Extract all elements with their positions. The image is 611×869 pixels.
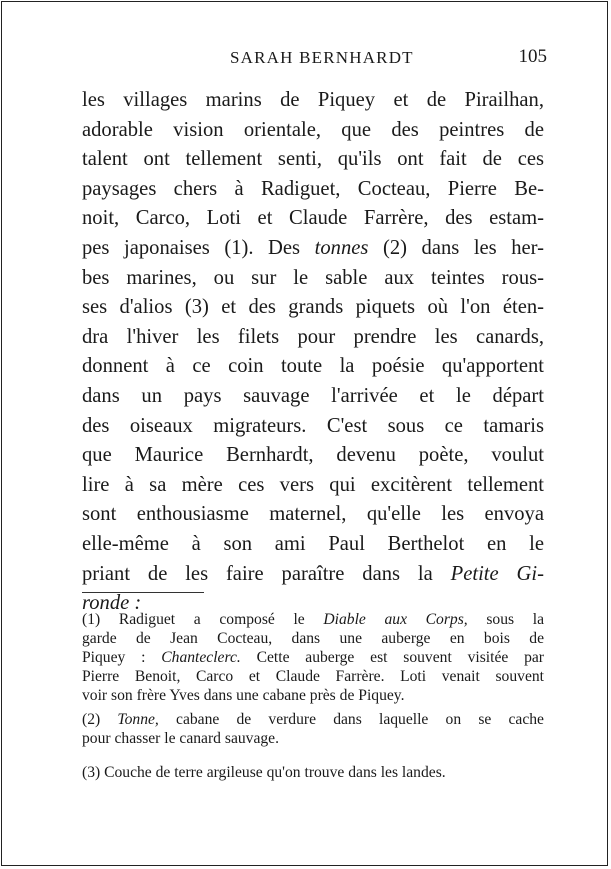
footnote-line: (3) Couche de terre argileuse qu'on trouve dans les landes. <box>82 764 446 781</box>
text-line: noit, Carco, Loti et Claude Farrère, des estam- <box>82 207 544 230</box>
footnote-3 <box>82 763 544 782</box>
footnote-line <box>82 710 544 729</box>
footnote-line: pour chasser le canard sauvage. <box>82 730 279 747</box>
italic-title-continued: ronde : <box>82 592 142 615</box>
text-line: que Maurice Bernhardt, devenu poète, voulut <box>82 444 544 467</box>
text-line <box>82 560 544 590</box>
text-line: paysages chers à Radiguet, Cocteau, Pierre Be- <box>82 177 544 200</box>
italic-title-diable: Diable aux Corps, <box>323 611 468 628</box>
text-segment: Cette auberge est souvent visitée par <box>240 649 544 666</box>
text-segment: (1) Radiguet a composé le <box>82 611 324 628</box>
footnote-line: voir son frère Yves dans une cabane près de Piquey. <box>82 687 405 704</box>
footnote-line <box>82 648 544 667</box>
text-segment: cabane de verdure dans laquelle on se cache <box>158 711 544 728</box>
text-line: les villages marins de Piquey et de Pirailhan, <box>82 89 544 111</box>
text-line: dans un pays sauvage l'arrivée et le départ <box>82 384 544 407</box>
italic-term-tonnes: tonnes <box>314 236 369 259</box>
text-line: lire à sa mère ces vers qui excitèrent tellement <box>82 473 544 496</box>
italic-title-petite-gironde: Petite Gi- <box>450 562 544 585</box>
text-segment: (2) dans les her- <box>368 236 544 259</box>
main-paragraph <box>82 86 544 619</box>
italic-name-chanteclerc: Chanteclerc. <box>161 649 241 666</box>
text-segment: sous la <box>467 611 544 628</box>
text-segment: (2) <box>82 711 118 728</box>
text-line: donnent à ce coin toute la poésie qu'apportent <box>82 355 544 378</box>
text-line: adorable vision orientale, que des peintres de <box>82 118 544 141</box>
text-line: talent ont tellement senti, qu'ils ont fait de ces <box>82 148 544 171</box>
footnote-rule <box>82 592 204 593</box>
text-line: elle-même à son ami Paul Berthelot en le <box>82 532 544 555</box>
page-number: 105 <box>518 46 547 67</box>
footnote-1 <box>82 610 544 705</box>
footnote-line: Pierre Benoit, Carco et Claude Farrère. Loti venait souvent <box>82 668 544 685</box>
footnote-2 <box>82 710 544 748</box>
footnote-line: garde de Jean Cocteau, dans une auberge en bois de <box>82 630 544 647</box>
text-line: dra l'hiver les filets pour prendre les canards, <box>82 325 544 348</box>
running-head: SARAH BERNHARDT <box>230 48 414 67</box>
text-line: sont enthousiasme maternel, qu'elle les envoya <box>82 503 544 526</box>
text-segment: pes japonaises (1). Des <box>82 236 315 259</box>
text-line: ses d'alios (3) et des grands piquets où l'on éten- <box>82 296 544 319</box>
text-segment: priant de les faire paraître dans la <box>82 562 451 585</box>
text-segment: Piquey : <box>82 649 162 666</box>
italic-term-tonne: Tonne, <box>117 711 159 728</box>
text-line: des oiseaux migrateurs. C'est sous ce tamaris <box>82 414 544 437</box>
text-line: bes marines, ou sur le sable aux teintes rous- <box>82 266 544 289</box>
text-line <box>82 234 544 264</box>
footnote-line <box>82 610 544 629</box>
